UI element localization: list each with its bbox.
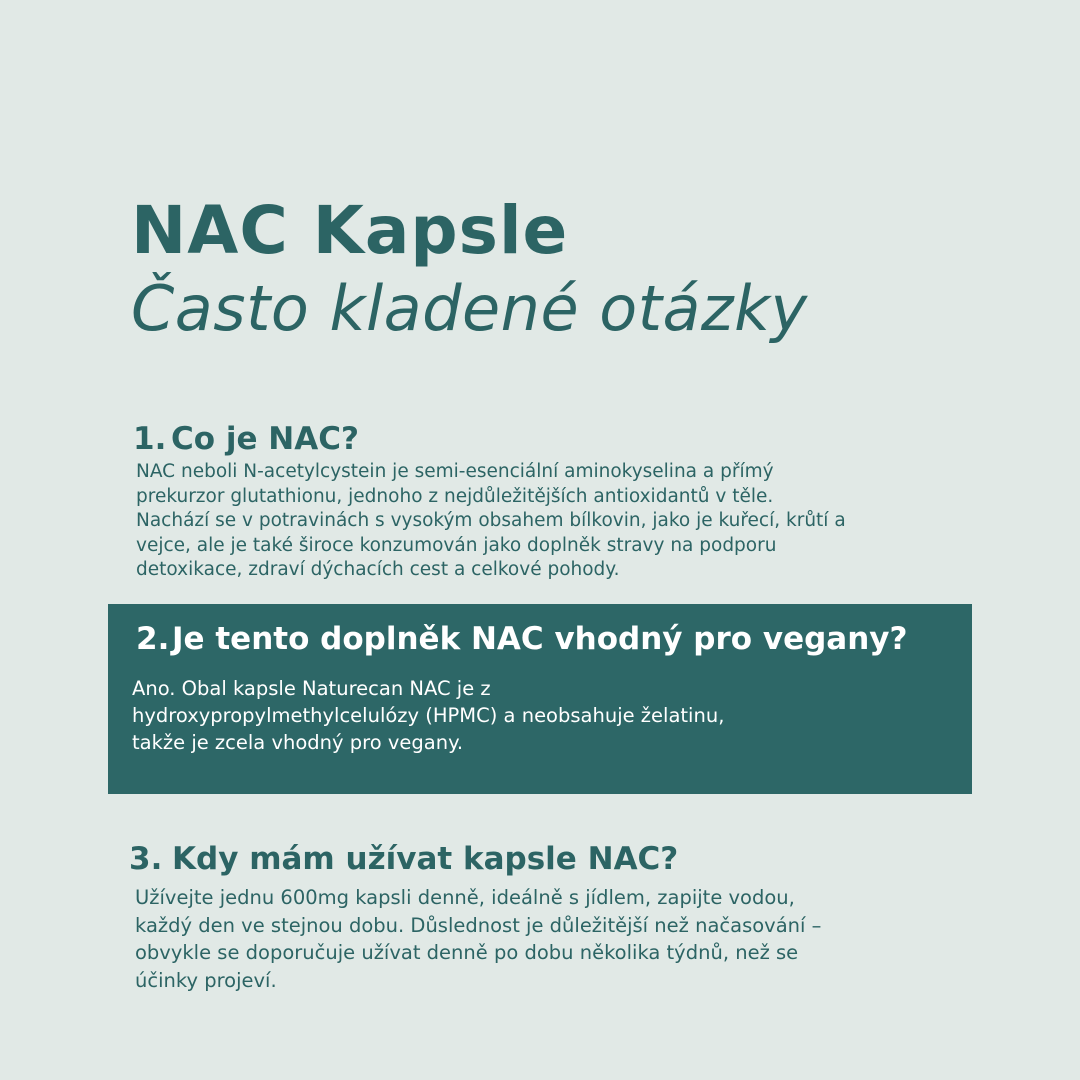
faq-question-2 <box>136 617 907 661</box>
answer-line: každý den ve stejnou dobu. Důslednost je důležitější než načasování – <box>135 913 822 937</box>
faq-question-text-1: Co je NAC? <box>171 421 359 457</box>
faq-item-3 <box>129 838 821 994</box>
faq-number-2: 2. <box>136 621 170 657</box>
faq-answer-2 <box>132 675 907 756</box>
answer-line: detoxikace, zdraví dýchacích cest a celkové pohody. <box>136 559 620 580</box>
page-subtitle: Často kladené otázky <box>131 272 808 345</box>
faq-item-2 <box>132 617 908 756</box>
faq-question-1 <box>133 420 846 458</box>
faq-number-1: 1. <box>133 421 167 457</box>
faq-question-3 <box>129 838 821 880</box>
answer-line: Nachází se v potravinách s vysokým obsahem bílkovin, jako je kuřecí, krůtí a <box>136 510 846 531</box>
faq-question-text-3: Kdy mám užívat kapsle NAC? <box>172 841 679 877</box>
faq-question-text-2: Je tento doplněk NAC vhodný pro vegany? <box>172 621 908 657</box>
answer-line: takže je zcela vhodný pro vegany. <box>132 731 464 754</box>
faq-item-1 <box>133 420 846 583</box>
answer-line: NAC neboli N-acetylcystein je semi-esenciální aminokyselina a přímý <box>136 461 774 482</box>
answer-line: prekurzor glutathionu, jednoho z nejdůležitějších antioxidantů v těle. <box>136 485 774 507</box>
page-title: NAC Kapsle <box>131 192 569 269</box>
answer-line: vejce, ale je také široce konzumován jako doplněk stravy na podporu <box>136 534 777 556</box>
answer-line: obvykle se doporučuje užívat denně po dobu několika týdnů, než se <box>135 941 799 964</box>
answer-line: Ano. Obal kapsle Naturecan NAC je z <box>132 677 491 700</box>
answer-line: hydroxypropylmethylcelulózy (HPMC) a neobsahuje želatinu, <box>132 704 725 727</box>
faq-answer-1 <box>136 460 846 583</box>
faq-number-3: 3. <box>129 841 163 877</box>
answer-line: účinky projeví. <box>135 968 277 992</box>
answer-line: Užívejte jednu 600mg kapsli denně, ideálně s jídlem, zapijte vodou, <box>135 886 795 909</box>
faq-answer-3 <box>135 884 821 994</box>
